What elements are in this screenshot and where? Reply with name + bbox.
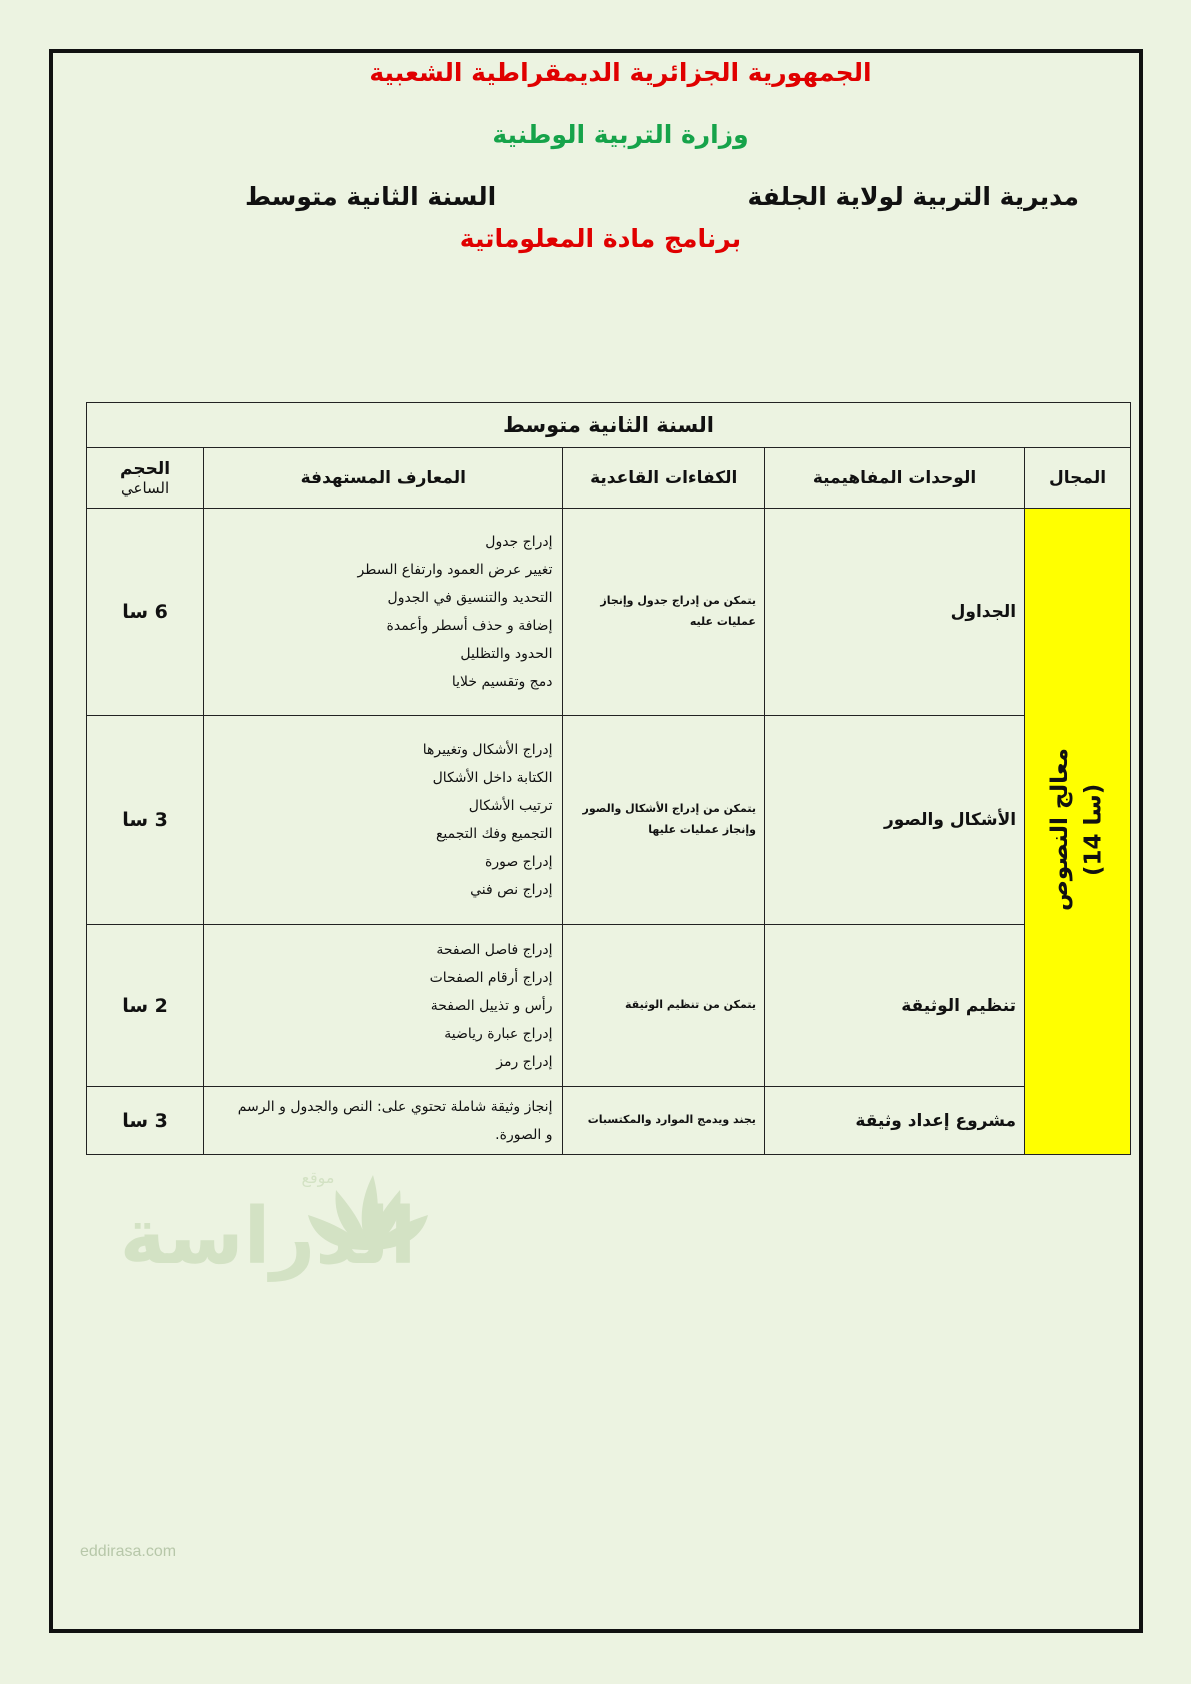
knowledge-cell	[204, 716, 563, 925]
column-header-volume	[87, 448, 204, 509]
svg-text:الدراسة: الدراسة	[119, 1192, 417, 1282]
table-title: السنة الثانية متوسط	[87, 403, 1131, 448]
knowledge-item: إنجاز وثيقة شاملة تحتوي على: النص والجدول و الرسم	[237, 1098, 553, 1115]
table-row	[87, 509, 1131, 716]
knowledge-item: إضافة و حذف أسطر وأعمدة	[386, 618, 553, 634]
table-row	[87, 1087, 1131, 1155]
knowledge-item: التجميع وفك التجميع	[435, 826, 553, 842]
volume-cell: 2 سا	[87, 925, 204, 1087]
knowledge-item: رأس و تذييل الصفحة	[430, 997, 553, 1014]
competency-cell: يجند ويدمج الموارد والمكتسبات	[563, 1087, 764, 1155]
program-title: برنامج مادة المعلوماتية	[459, 224, 742, 253]
competency-cell: يتمكن من تنظيم الوثيقة	[563, 925, 764, 1087]
knowledge-item: إدراج الأشكال وتغييرها	[422, 742, 553, 758]
republic-heading: الجمهورية الجزائرية الديمقراطية الشعبية	[369, 58, 872, 87]
domain-cell	[1025, 509, 1131, 1155]
knowledge-item: إدراج جدول	[485, 534, 553, 550]
site-logo-watermark	[68, 1155, 428, 1305]
direction-heading: مديرية التربية لولاية الجلفة	[747, 182, 1079, 211]
table-row	[87, 925, 1131, 1087]
column-header-competencies: الكفاءات القاعدية	[563, 448, 764, 509]
table-row	[87, 716, 1131, 925]
column-header-units: الوحدات المفاهيمية	[764, 448, 1024, 509]
column-header-row	[87, 448, 1131, 509]
unit-cell: تنظيم الوثيقة	[764, 925, 1024, 1087]
volume-cell: 3 سا	[87, 1087, 204, 1155]
knowledge-item: إدراج عبارة رياضية	[444, 1025, 553, 1042]
column-header-volume-line1: الحجم	[120, 459, 171, 479]
knowledge-cell	[204, 509, 563, 716]
knowledge-item: إدراج نص فني	[470, 882, 553, 898]
column-header-volume-line2: الساعي	[121, 479, 170, 497]
knowledge-item: إدراج رمز	[496, 1053, 553, 1070]
knowledge-item: دمج وتقسيم خلايا	[451, 674, 553, 690]
knowledge-cell	[204, 1087, 563, 1155]
column-header-knowledge: المعارف المستهدفة	[204, 448, 563, 509]
year-heading: السنة الثانية متوسط	[245, 182, 497, 211]
knowledge-item: و الصورة.	[495, 1126, 553, 1143]
competency-cell: يتمكن من إدراج جدول وإنجاز عمليات عليه	[563, 509, 764, 716]
volume-cell: 3 سا	[87, 716, 204, 925]
svg-text:موقع: موقع	[301, 1168, 335, 1187]
knowledge-item: التحديد والتنسيق في الجدول	[387, 590, 553, 606]
knowledge-item: إدراج أرقام الصفحات	[429, 969, 553, 986]
knowledge-item: ترتيب الأشكال	[468, 798, 553, 814]
unit-cell: الأشكال والصور	[764, 716, 1024, 925]
knowledge-item: تغيير عرض العمود وارتفاع السطر	[357, 562, 553, 578]
knowledge-item: الحدود والتظليل	[460, 646, 553, 662]
domain-label: معالج النصوص (14 سا)	[1047, 747, 1107, 911]
unit-cell: مشروع إعداد وثيقة	[764, 1087, 1024, 1155]
program-table	[86, 402, 1131, 1155]
watermark-url: eddirasa.com	[80, 1543, 177, 1560]
knowledge-item: إدراج صورة	[484, 854, 553, 870]
knowledge-cell	[204, 925, 563, 1087]
knowledge-item: إدراج فاصل الصفحة	[436, 941, 553, 958]
unit-cell: الجداول	[764, 509, 1024, 716]
competency-cell: يتمكن من إدراج الأشكال والصور وإنجاز عمليات عليها	[563, 716, 764, 925]
volume-cell: 6 سا	[87, 509, 204, 716]
knowledge-item: الكتابة داخل الأشكال	[432, 770, 553, 786]
ministry-heading: وزارة التربية الوطنية	[492, 120, 749, 149]
column-header-domain: المجال	[1025, 448, 1131, 509]
